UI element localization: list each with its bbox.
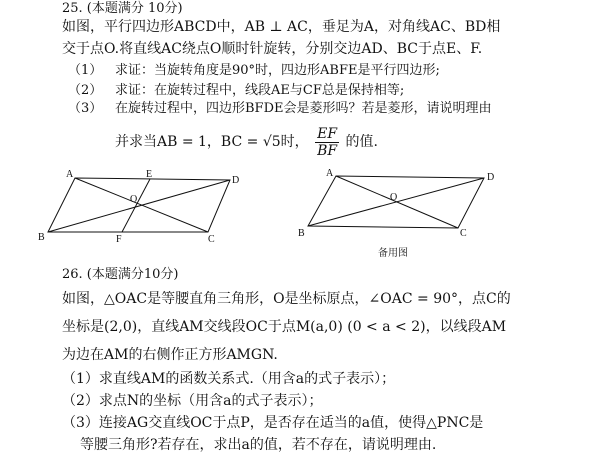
q25-part3-text-b <box>115 124 378 160</box>
fig2-label-o: O <box>390 192 398 203</box>
q25-part3-post: 的值. <box>345 134 378 150</box>
q26-sub1: （1）求直线AM的函数关系式.（用含a的式子表示）； <box>62 371 396 387</box>
q25-part1-text: 求证：当旋转角度是90°时，四边形ABFE是平行四边形; <box>115 63 440 78</box>
ratio-fraction <box>315 126 339 159</box>
q25-intro-line1: 如图，平行四边形ABCD中，AB ⊥ AC，垂足为A，对角线AC、BD相 <box>62 19 501 35</box>
fig2-label-b: B <box>298 228 305 239</box>
fig1-label-e: E <box>146 169 153 180</box>
q25-part3-text-a: 在旋转过程中，四边形BFDE会是菱形吗？若是菱形，请说明理由 <box>115 101 492 116</box>
q26-line1: 如图，△OAC是等腰直角三角形，O是坐标原点，∠OAC = 90°，点C的 <box>62 291 511 307</box>
fraction-numerator: EF <box>317 125 338 142</box>
q25-part2-number: （2） <box>68 83 103 98</box>
q26-header: 26. (本题满分10分) <box>62 267 179 282</box>
fig1-label-b: B <box>38 232 45 243</box>
q25-part3-number: （3） <box>68 101 103 116</box>
q26-line3: 为边在AM的右侧作正方形AMGN. <box>62 347 278 363</box>
fig1-label-f: F <box>116 234 122 245</box>
q26-sub2: （2）求点N的坐标（用含a的式子表示）； <box>62 393 323 409</box>
fig2-label-a: A <box>326 168 334 179</box>
q26-sub3-line1: （3）连接AG交直线OC于点P，是否存在适当的a值，使得△PNC是 <box>62 415 484 431</box>
q26-sub3-line2: 等腰三角形?若存在，求出a的值，若不存在，请说明理由. <box>80 437 437 453</box>
fig1-label-o: O <box>130 194 138 205</box>
fig2-label-d: D <box>487 172 495 183</box>
q25-intro-line2: 交于点O.将直线AC绕点O顺时针旋转，分别交边AD、BC于点E、F. <box>62 41 483 57</box>
figure-parallelogram-spare <box>296 166 506 262</box>
fig1-label-d: D <box>232 175 240 186</box>
q26-line2: 坐标是(2,0)，直线AM交线段OC于点M(a,0) (0 < a < 2)，以线段AM <box>62 319 507 335</box>
fig1-label-a: A <box>66 169 74 180</box>
diagonal-bd <box>48 180 230 232</box>
fig1-label-c: C <box>208 234 215 245</box>
q25-part2-text: 求证：在旋转过程中，线段AE与CF总是保持相等; <box>115 83 405 98</box>
fig2-label-c: C <box>460 228 467 239</box>
spare-figure-caption: 备用图 <box>378 248 408 259</box>
segment-ef <box>122 179 150 232</box>
q25-part1-number: （1） <box>68 63 103 78</box>
q25-part3-pre: 并求当AB = 1，BC = √5时， <box>115 134 309 150</box>
figure-parallelogram-main <box>30 168 250 248</box>
q25-header: 25. (本题满分 10分) <box>62 1 183 16</box>
fraction-denominator: BF <box>317 142 338 159</box>
